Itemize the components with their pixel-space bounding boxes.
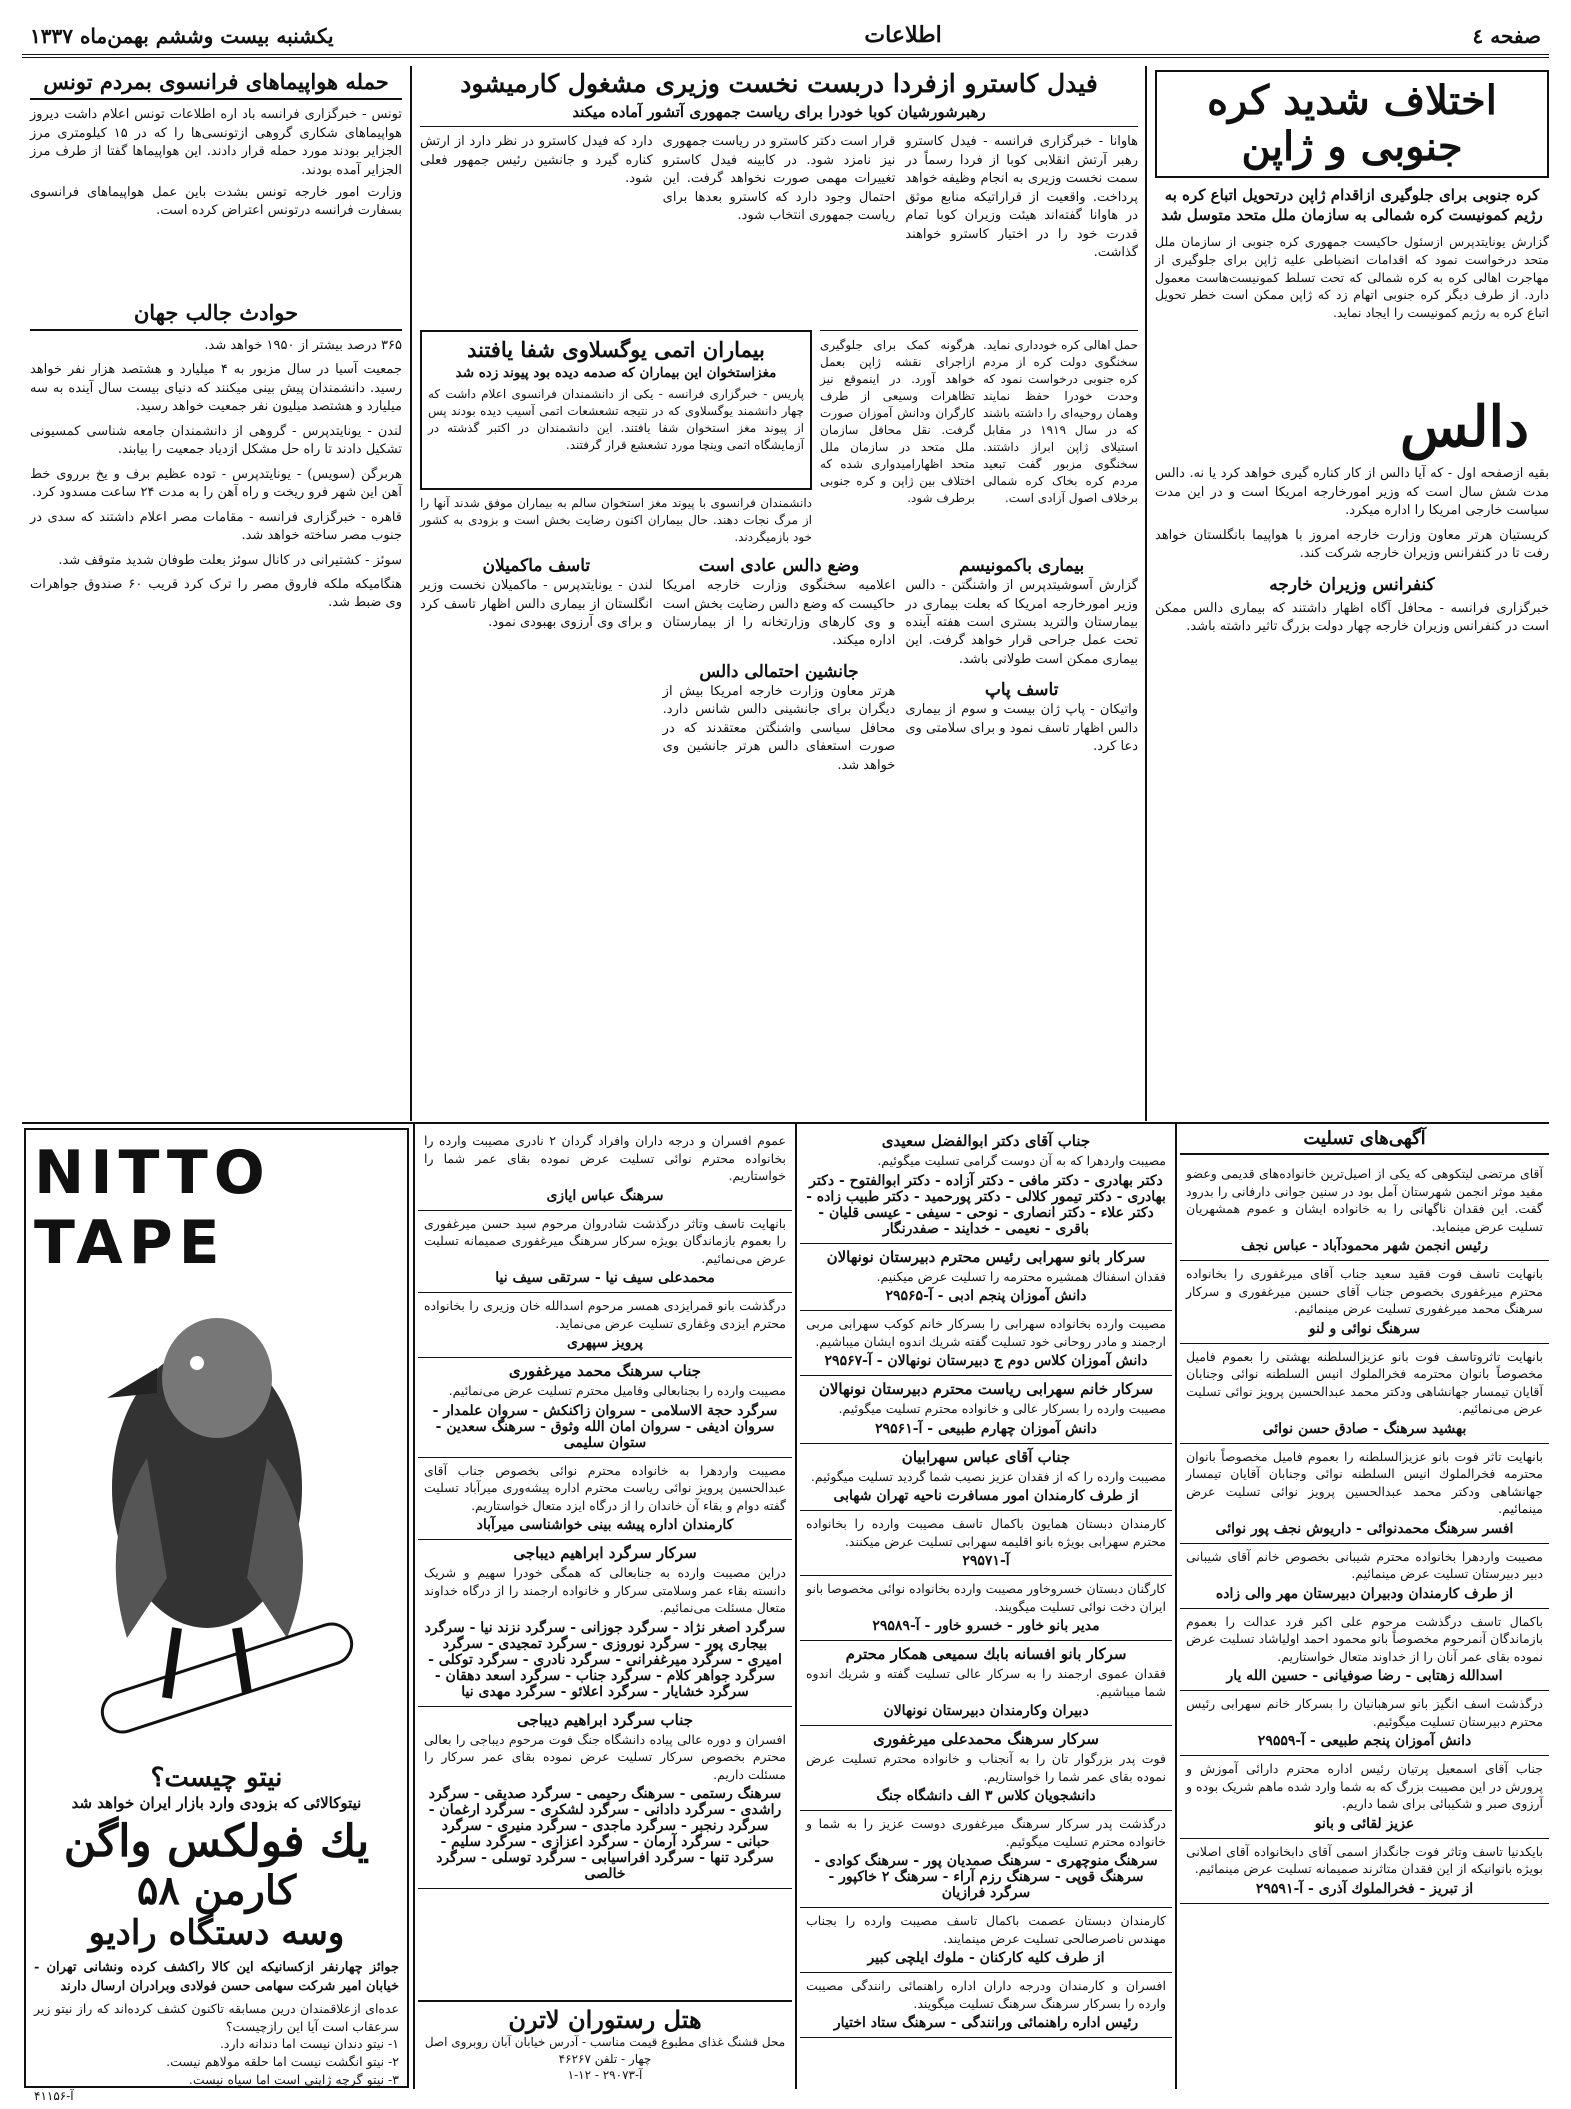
world-event-item: هربرگن (سویس) - یونایتدپرس - توده عظیم برف و یخ برروی خط آهن این شهر فرو ریخت و راه آهن را به مدت ۲۴ ساعت مسدود کرد.	[30, 466, 402, 501]
yugoslav-subheadline: مغزاستخوان این بیماران که صدمه دیده بود پیوند زده شد	[455, 365, 777, 382]
notice-signature: اسدالله زهتابی - رضا صوفیانی - حسین الله یار	[1226, 1668, 1503, 1684]
notice-addressee: سرکار بانو افسانه بابك سمیعی همکار محترم	[845, 1645, 1127, 1663]
notice-body: فقدان اسفناك همشیره محترمه را تسلیت عرض میکنیم.	[876, 1268, 1166, 1284]
notice-signature: مدیر بانو خاور - خسرو خاور - آ-۲۹۵۸۹	[872, 1618, 1100, 1634]
korea-columns	[820, 330, 1138, 506]
condolence-notice	[800, 1576, 1172, 1641]
ad-option-1: ۱- نیتو دندان نیست اما دندانه دارد.	[219, 2036, 399, 2052]
ad-prize-text: جوائز چهارنفر ازکسانیکه این کالا راکشف کرده ونشانی تهران - خیابان امیر شرکت سهامی حسن فولادی وبرادران ارسال دارند	[34, 1960, 399, 1994]
notice-body: مصیبت وارده بخانواده سهرابی را بسرکار خانم کوکب سهرابی مربی ارجمند و مادر روحانی خود تسلیت گفته شریك اندوه ایشان میباشیم.	[806, 1316, 1166, 1349]
notice-body: درگذشت پدر سرکار سرهنگ میرغفوری دوست عزیز را به شما و خانواده محترم تسلیت میگوئیم.	[806, 1816, 1166, 1849]
notice-body: افسران و کارمندان ودرجه داران اداره راهنمائی رانندگی مصیبت وارده را بسرکار سرهنگ سرهنگ تسلیت میگویند.	[806, 1978, 1166, 2011]
world-events-article	[30, 300, 402, 1115]
notice-signature: دکتر بهادری - دکتر مافی - دکتر آزاده - دکتر ابوالفتوح - دکتر بهادری - دکتر تیمور کلالی - دکتر پورحمید - دکتر طبیب زاده - دکتر علاء - دکتر انصاری - نوحی - سیفی - عیسی قلیان - باقری - نعیمی - خدایند - صفدرنگار	[806, 1172, 1166, 1237]
notice-addressee: سرکار خانم سهرابی ریاست محترم دبیرستان نونهالان	[818, 1380, 1154, 1398]
notice-body: فقدان عموی ارجمند را به سرکار عالی تسلیت گفته و شریك اندوه شما میباشیم.	[806, 1666, 1166, 1699]
tunis-body-cont: وزارت امور خارجه تونس بشدت باین عمل هواپیماهای فرانسوی بسفارت فرانسه درتونس اعتراض کرده است.	[30, 184, 402, 219]
dulles-article	[1155, 395, 1549, 1115]
korea-subheadline: کره جنوبی برای جلوگیری ازاقدام ژاپن درتحویل اتباع کره به رژیم کمونیست کره شمالی به سازمان ملل متحد متوسل شد	[1161, 186, 1543, 224]
notice-addressee: جناب سرهنگ محمد میرغفوری	[508, 1362, 702, 1380]
notice-addressee: سرکار بانو سهرابی رئیس محترم دبیرستان نونهالان	[826, 1247, 1146, 1266]
notice-signature: دانش آموزان چهارم طبیعی - آ-۲۹۵۶۱	[875, 1420, 1097, 1437]
notice-signature: محمدعلی سیف نیا - سرتقی سیف نیا	[495, 1270, 715, 1286]
notice-signature: سرهنگ عباس ایازی	[546, 1187, 664, 1204]
ad-prize-model: کارمن ۵۸	[136, 1866, 297, 1914]
restaurant-details: محل قشنگ غذای مطبوع قیمت مناسب - آدرس خیابان آبان روبروی اصل چهار - تلفن ۴۶۲۶۷	[424, 2034, 786, 2066]
ad-teaser: نیتوکالائی که بزودی وارد بازار ایران خواهد شد	[71, 1793, 362, 1812]
korea-body-col3: هرگونه کمک برای جلوگیری ازاجرای نقشه ژاپن بعمل خواهد آورد. در اینموقع نیز تظاهرات وسیعی از طرف کارگران ودانش آموزان صورت گرفت. نقل محافل سازمان ملل متحد در سازمان ملل متحد اظهارامیدواری شده که اختلاف بین ژاپن و کره جنوبی برطرف شود.	[820, 338, 975, 506]
notice-body: بانهایت تاسف فوت فقید سعید جناب آقای میرغفوری را بخانواده محترم میرغفوری بخصوص جناب آقای حسین میرغفوری و سرکار سرهنگ محمد میرغفوری تسلیت عرض مینمائیم.	[1186, 1266, 1543, 1316]
dulles-related-articles	[420, 555, 1138, 1115]
notice-signature: عزیز لقائی و بانو	[1314, 1815, 1415, 1832]
condolence-notice	[1180, 1839, 1549, 1904]
condolence-notice	[800, 1511, 1172, 1576]
condolence-notice	[800, 1444, 1172, 1512]
ad-option-2: ۲- نیتو انگشت نیست اما حلقه مولاهم نیست.	[166, 2054, 399, 2070]
column-rule	[1145, 66, 1147, 1121]
ad-code: آ-۴۱۱۵۶	[34, 2088, 74, 2103]
notice-body: مصیبت واردهرا بخانواده محترم شیبانی بخصوص خانم آقای شیبانی دبیر دبیرستان تسلیت عرض مینمائیم.	[1186, 1548, 1543, 1581]
castro-body-col2: قرار است دکتر کاسترو در ریاست جمهوری نیز نامزد شود. در کابینه فیدل کاسترو تغییرات مهمی صورت نخواهد گرفت. این احتمال وجود دارد که کاسترو بعدها برای ریاست جمهوری انتخاب شود.	[662, 134, 896, 224]
conference-headline: کنفرانس وزیران خارجه	[1269, 574, 1435, 595]
korea-body: گزارش یونایتدپرس ازسئول حاکیست جمهوری کره جنوبی از سازمان ملل متحد درخواست نمود که اقدامات انضباطی علیه ژاپن برای جلوگیری از مهاجرت اهالی کره به کره شمالی که تحت تسلط کمونیست‌هاست معمول دارد. از طرف دیگر کره جنوبی اتهام زد که ژاپن ممکن است خطر تحویل اتباع کره به رژیم کمونیست را ایجاد نماید.	[1155, 234, 1549, 320]
condolence-notice	[800, 1311, 1172, 1376]
notice-signature: دبیران وکارمندان دبیرستان نونهالان	[883, 1703, 1089, 1719]
notice-signature: سرگرد اصغر نژاد - سرگرد جوزانی - سرگرد نزند نیا - سرگرد بیجاری پور - سرگرد نوروزی - سرگرد تمجیدی - سرگرد امیری - سرگرد میرغفرانی - سرگرد نادری - سرگرد توکلی - سرگرد جواهر کلام - سرگرد جناب - سرگرد اسعد دهقان - سرگرد خشایار - سرگرد اعلائو - سرگرد مهدی نیا	[424, 1619, 786, 1700]
korea-article	[1155, 70, 1549, 380]
article-a-body: گزارش آسوشیتدپرس از واشنگتن - دالس وزیر امورخارجه امریکا که بعلت بیماری در بیمارستان والترید بستری است هفته آینده تحت عمل جراحی قرار خواهد گرفت. این بیماری ممکن است طولانی باشد.	[905, 578, 1138, 667]
yugoslav-body: پاریس - خبرگزاری فرانسه - یکی از دانشمندان فرانسوی اعلام داشت که چهار دانشمند یوگسلاوی که در نتیجه تشعشعات اتمی آسیب دیده بودند پس از پیوند مغز استخوان شفا یافتند. این دانشمندان در اکتبر گذشته در آزمایشگاه اتمی وینچا مورد تشعشع قرار گرفتند.	[428, 386, 804, 452]
notice-signature: از طرف کارمندان ودبیران دبیرستان مهر والی زاده	[1215, 1585, 1514, 1602]
castro-headline: فیدل کاسترو ازفردا دربست نخست وزیری مشغول کارمیشود	[460, 69, 1098, 98]
notice-body: درگذشت اسف انگیز بانو سرهبانیان را بسرکار خانم سهرابی رئیس محترم دبیرستان تسلیت میگوئیم.	[1186, 1696, 1543, 1729]
world-event-item: لندن - یونایتدپرس - گروهی از دانشمندان جامعه شناسی کمسیونی تشکیل دادند تا راه حل مشکل ازدیاد جمعیت را بیابند.	[30, 423, 402, 458]
restaurant-name: هتل رستوران لاترن	[508, 2005, 702, 2034]
notice-body: فوت پدر بزرگوار تان را به آنجناب و خانواده محترم تسلیت عرض نموده بقای عمر شما را خواستاریم.	[806, 1751, 1166, 1784]
world-events-headline: حوادث جالب جهان	[30, 300, 402, 331]
condolence-column-3	[418, 1128, 792, 1998]
ad-prize-car: یك فولکس واگن	[63, 1816, 370, 1868]
castro-body-col3: دارد که فیدل کاسترو در نظر دارد از ارتش کناره گیرد و جانشین رئیس جمهور فعلی شود.	[419, 134, 653, 187]
world-event-item: هنگامیکه ملکه فاروق مصر را ترک کرد قریب ۶۰ صندوق جواهرات وی ضبط شد.	[30, 576, 402, 611]
condolence-notice	[1180, 1444, 1549, 1544]
notice-signature: بهشید سرهنگ - صادق حسن نوائی	[1262, 1420, 1467, 1437]
article-b-headline: وضع دالس عادی است	[698, 556, 860, 576]
korea-headline: اختلاف شدید کره جنوبی و ژاپن	[1155, 70, 1549, 178]
notice-addressee: جناب آقای عباس سهرابیان	[901, 1447, 1071, 1466]
condolence-notice	[800, 1244, 1172, 1312]
notice-body: کارمندان دبستان عصمت باکمال تاسف مصیبت وارده را بجناب مهندس ناصرصالحی تسلیت عرض مینمایند.	[806, 1913, 1166, 1946]
dulles-headline: دالس	[1400, 394, 1529, 460]
condolence-notice	[800, 1908, 1172, 1973]
castro-body-col1: هاوانا - خبرگزاری فرانسه - فیدل کاسترو رهبر آرتش انقلابی کوبا از فردا رسماً در سمت نخست وزیری به انجام وظیفه خواهد پرداخت. واقعیت از قراراتیکه منابع موثق در هاوانا گفته‌اند هیئت وزیران کوبا تمام قدرت خود را در اختیار کاسترو خواهند گذاشت.	[905, 134, 1138, 260]
notice-body: مصیبت واردهرا که به آن دوست گرامی تسلیت میگوئیم.	[877, 1153, 1166, 1168]
notice-signature: سرهنگ نوائی و لنو	[1308, 1320, 1421, 1337]
notice-signature: دانش آموزان کلاس دوم ج دبیرستان نونهالان - آ-۲۹۵۶۷	[824, 1353, 1148, 1369]
notice-body: درگذشت بانو قمرایزدی همسر مرحوم اسدالله خان وزیری را بخانواده محترم ایزدی وغفاری تسلیت عرض می‌نماید.	[424, 1298, 786, 1331]
article-e-body: واتیکان - پاپ ژان بیست و سوم از بیماری دالس اظهار تاسف نمود و برای سلامتی وی دعا کرد.	[905, 702, 1138, 755]
article-c-body: لندن - یونایتدپرس - ماکمیلان نخست وزیر انگلستان از بیماری دالس اظهار تاسف کرد و برای وی آرزوی بهبودی نمود.	[420, 578, 653, 630]
notice-body: افسران و دوره عالی پیاده دانشگاه جنگ فوت مرحوم دیباجی را بعالی محترم بخصوص سرکار تسلیت عرض نموده بقای عمر سرکار را مسئلت داریم.	[424, 1731, 786, 1782]
condolence-notice	[800, 1376, 1172, 1444]
condolence-notice	[418, 1128, 792, 1211]
condolence-notice	[418, 1358, 792, 1458]
notice-body: بانهایت تاثر فوت بانو عزیزالسلطنه را بعموم فامیل مخصوصاً بانوان محترمه فخرالملوك انیس السلطنه نوائی وجنابان آقایان تیمسار جهانشاهی ودکتر محمد عبدالحسین پرویز نوائی تسلیت عرض مینمائیم.	[1186, 1448, 1543, 1516]
notice-signature: آ-۲۹۵۷۱	[962, 1553, 1010, 1569]
eagle-illustration	[37, 1278, 397, 1758]
article-c-headline: تاسف ماکمیلان	[482, 556, 591, 576]
condolence-notice	[1180, 1756, 1549, 1839]
ad-question: نیتو چیست؟	[150, 1763, 283, 1793]
notice-body: مصیبت وارده را بسرکار عالی و خانواده محترم تسلیت میگوئیم.	[838, 1401, 1166, 1416]
yugoslav-article	[420, 330, 812, 490]
ad-option-3: ۳- نیتو گرچه ژاپنی است اما سیاه نیست.	[188, 2071, 399, 2087]
column-rule	[410, 66, 412, 1121]
notice-signature: سرگرد حجة الاسلامی - سروان زاکنکش - سروان علمدار - سروان ادیفی - سروان امان الله وثوق - سرهنگ سعدین - ستوان سلیمی	[432, 1402, 778, 1451]
notice-signature: سرهنگ رستمی - سرهنگ رحیمی - سرگرد صدیقی - سرگرد راشدی - سرگرد دادانی - سرگرد لشکری - سرگرد ارغمان - سرگرد رنجبر - سرگرد ماجدی - سرگرد منیری - سرگرد حبانی - سرگرد آرمان - سرگرد اعزازی - سرگرد سلیم - سرگرد تنها - سرگرد افراسیابی - سرگرد توسلی - سرگرد خالصی	[428, 1786, 782, 1882]
yugoslav-body-cont: دانشمندان فرانسوی با پیوند مغز استخوان سالم به بیماران موفق شدند آنها را از مرگ نجات دهند. حال بیماران اکنون رضایت بخش است و بزودی به کشور خود بازمیگردند.	[420, 496, 812, 545]
notice-addressee: جناب سرگرد ابراهیم دیباجی	[516, 1710, 694, 1729]
korea-body-col2: حمل اهالی کره خودداری نماید. سخنگوی دولت کره از مردم کره جنوبی درخواست نمود که وحدت خودرا حفظ نمایند وهمان روحیه‌ای را داشته باشند که در سال ۱۹۱۹ در مقابل استیلای ژاپن ابراز داشتند. سخنگوی مزبور گفت تبعید مردم کره بخاک کره شمالی برخلاف اصول آزادی است.	[983, 338, 1138, 506]
notice-body: مصیبت وارده را که از فقدان عزیز نصیب شما گردید تسلیت میگوئیم.	[810, 1468, 1166, 1484]
article-e-headline: تاسف پاپ	[984, 680, 1059, 701]
notice-addressee: سرکار سرگرد ابراهیم دیباجی	[513, 1544, 697, 1562]
notice-addressee: جناب آقای دکتر ابوالفضل سعیدی	[881, 1132, 1091, 1150]
condolence-notice	[1180, 1609, 1549, 1692]
condolence-notice	[418, 1540, 792, 1707]
condolence-notice	[418, 1707, 792, 1890]
newspaper-name: اطلاعات	[864, 22, 942, 48]
notice-body: دراین مصیبت وارده به جنابعالی که همگی خودرا سهیم و شریک دانسته بقاء عمر وسلامتی سرکار و خانواده ارجمند را از درگاه خداوند متعال مسئلت می‌نمائیم.	[424, 1565, 786, 1615]
tunis-body: تونس - خبرگزاری فرانسه باد اره اطلاعات تونس اعلام داشت دیروز هواپیماهای شکاری گروهی ازتونسی‌ها را که در ۱۵ کیلومتری مرز الجزایر بودند مورد حمله قرار دادند. این هواپیماها گفتا از طرف مرز الجزایر آمده بودند.	[30, 107, 402, 178]
article-a-headline: بیماری باکمونیسم	[959, 556, 1085, 576]
notice-signature: رئیس اداره راهنمائی ورانندگی - سرهنگ ستاد اختیار	[833, 2015, 1139, 2031]
condolence-section-title: آگهی‌های تسلیت	[1180, 1128, 1549, 1155]
condolence-notice	[1180, 1691, 1549, 1756]
notice-signature: سرهنگ منوچهری - سرهنگ صمدیان پور - سرهنگ کوادی - سرهنگ قوپی - سرهنگ رزم آراء - سرهنگ ۲ خاکپور - سرگرد فرازیان	[814, 1853, 1158, 1901]
condolence-column-2	[800, 1128, 1172, 2088]
notice-body: کارمندان دبستان همایون باکمال تاسف مصیبت وارده را بخانواده محترم سهرابی بویژه بانو اقلیمه سهرابی تسلیت عرض میکنند.	[806, 1516, 1166, 1549]
notice-signature: رئیس انجمن شهر محمودآباد - عباس نجف	[1240, 1238, 1488, 1254]
notice-body: بایکدنیا تاسف وتاثر فوت جانگداز اسمی آقای دابخانواده آقای اصلانی بویژه بانوانیکه از این فقدان متاثرند صمیمانه تسلیت عرض مینمائیم.	[1186, 1843, 1543, 1876]
world-event-item: سوئز - کشتیرانی در کانال سوئز بعلت طوفان شدید متوقف شد.	[58, 552, 402, 568]
section-rule	[22, 1122, 1549, 1124]
notice-signature: از تبریز - فخرالملوك آذری - آ-۲۹۵۹۱	[1255, 1880, 1474, 1897]
dulles-body-cont: کریستیان هرتر معاون وزارت خارجه امروز با هواپیما بانگلستان خواهد رفت تا در کنفرانس وزیران خارجه شرکت کند.	[1155, 527, 1549, 562]
condolence-notice	[800, 1641, 1172, 1726]
conference-body: خبرگزاری فرانسه - محافل آگاه اظهار داشتند که بیماری دالس ممکن است در کنفرانس وزیران خارجه چهار دولت بزرگ تاثیر داشته باشد.	[1155, 600, 1549, 635]
issue-date: یکشنبه بیست وششم بهمن‌ماه ۱۳۳۷	[30, 24, 334, 48]
castro-subheadline: رهبرشورشیان کوبا خودرا برای ریاست جمهوری آتشور آماده میکند	[420, 103, 1138, 128]
condolence-notice	[1180, 1544, 1549, 1609]
yugoslav-headline: بیماران اتمی یوگسلاوی شفا یافتند	[467, 337, 765, 362]
tunis-article	[30, 70, 402, 320]
notice-body: مصیبت وارده را بجنابعالی وفامیل محترم تسلیت عرض می‌نمائیم.	[448, 1383, 786, 1398]
notice-body: بانهایت تاثروتاسف فوت بانو عزیزالسلطنه بهشتی را بعموم فامیل مخصوصاً بانوان محترمه فخرالملوك انیس السلطنه نوائی وجنابان آقایان تیمسار جهانشاهی ودکتر محمد عبدالحسین پرویز نوائی تسلیت عرض می‌نمائیم.	[1186, 1348, 1543, 1416]
notice-signature: پرویز سپهری	[567, 1335, 643, 1351]
notice-signature: افسر سرهنگ محمدنوائی - داریوش نجف پور نوائی	[1215, 1520, 1514, 1537]
nitto-logo: NITTO TAPE	[34, 1138, 271, 1278]
notice-addressee: سرکار سرهنگ محمدعلی میرغفوری	[873, 1730, 1099, 1748]
condolence-notice	[800, 1811, 1172, 1908]
page-header	[22, 18, 1549, 58]
notice-signature: کارمندان اداره پیشه بینی خواشناسی میرآباد	[476, 1517, 734, 1533]
restaurant-code: آ-۲۹۰۷۳ - ۱۲-۱	[567, 2067, 643, 2082]
notice-body: باکمال تاسف درگذشت مرحوم علی اکبر فرد عدالت را بعموم بازماندگان آنمرحوم مخصوصاً بانو محمود احمد اولیاشاد تسلیت عرض نموده بقای عمر آنان را از خداوند متعال خواستاریم.	[1186, 1613, 1543, 1664]
condolence-notice	[800, 1726, 1172, 1811]
notice-signature: از طرف کارمندان امور مسافرت ناحیه تهران شهابی	[833, 1488, 1139, 1504]
article-b-body: اعلامیه سخنگوی وزارت خارجه امریکا حاکیست که وضع دالس رضایت بخش است و وی کارهای وزارتخانه را از بیمارستان اداره میکند.	[662, 578, 896, 649]
notice-body: مصیبت واردهرا به خانواده محترم نوائی بخصوص جناب آقای عبدالحسین پرویز نوائی ریاست محترم اداره پیشه‌وری میرآباد تسلیت گفته دوام و بقاء آن خاندان را از درگاه ایزد متعال خواستاریم.	[424, 1462, 786, 1513]
notice-signature: از طرف کلیه کارکنان - ملوك ایلچی کبیر	[867, 1950, 1105, 1966]
notice-body: آقای مرتضی لیتکوهی که یکی از اصیل‌ترین خانواده‌های قدیمی وعضو مفید موثر انجمن شهرستان آمل بود در سنین جوانی دارفانی را بدرود گفت. این فقدان ناگهانی را به خانواده ایشان و عموم همشهریان تسلیت عرض مینماید.	[1186, 1166, 1543, 1234]
page-number: صفحه ٤	[1472, 24, 1541, 48]
condolence-notice	[418, 1293, 792, 1358]
condolence-notice	[1180, 1261, 1549, 1344]
article-d-body: هرتر معاون وزارت خارجه امریکا بیش از دیگران برای جانشینی دالس شانس دارد. محافل سیاسی واشنگتن معتقدند که در صورت استعفای دالس هرتر جانشین وی خواهد شد.	[662, 684, 896, 773]
world-event-item: ۳۶۵ درصد بیشتر از ۱۹۵۰ خواهد شد.	[204, 338, 402, 353]
notice-signature: دانش آموزان پنجم طبیعی - آ-۲۹۵۵۹	[1257, 1733, 1472, 1749]
ad-prize-radio: وسه دستگاه رادیو	[88, 1912, 345, 1953]
tunis-headline: حمله هواپیماهای فرانسوی بمردم تونس	[30, 70, 402, 100]
condolence-notice	[800, 1973, 1172, 2038]
condolence-notice	[418, 1458, 792, 1541]
condolence-notice	[1180, 1344, 1549, 1444]
column-rule	[1175, 1124, 1177, 2089]
notice-body: کارگنان دبستان خسروخاور مصیبت وارده بخانواده نوائی مخصوصا بانو ایران دخت نوائی تسلیت میگویند.	[806, 1581, 1166, 1614]
notice-signature: دانشجویان کلاس ۳ الف دانشگاه جنگ	[876, 1788, 1096, 1804]
condolence-column-1	[1180, 1128, 1549, 2088]
condolence-notice	[800, 1128, 1172, 1244]
castro-article	[420, 70, 1138, 330]
world-event-item: جمعیت آسیا در سال مزبور به ۴ میلیارد و هشتصد هزار نفر خواهد رسید. دانشمندان پیش بینی میکنند که دنیای بیست سال آینده به سه میلیارد و هشتصد میلیون نفر جمعیت خواهد رسید.	[30, 362, 402, 415]
column-rule	[795, 1124, 797, 2089]
dulles-body: بقیه ازصفحه اول - که آیا دالس از کار کناره گیری خواهد کرد یا نه. دالس مدت شش سال است که وزیر امورخارجه امریکا است و در این مدت سیاست خارجی امریکا را اداره میکرد.	[1155, 466, 1549, 519]
article-d-headline: جانشین احتمالی دالس	[699, 661, 859, 682]
condolence-notice	[1180, 1161, 1549, 1261]
notice-signature: دانش آموزان پنجم ادبی - آ-۲۹۵۶۵	[885, 1288, 1087, 1304]
ad-note: عده‌ای ازعلاقمندان درین مسابقه تاکنون کشف کرده‌اند که راز نیتو زیر سرعقاب است آیا این رازچیست؟	[34, 2000, 399, 2034]
notice-body: عموم افسران و درجه داران وافراد گردان ۲ نادری مصیبت وارده را بخانواده محترم نوائی تسلیت عرض نموده بقای عمر شما را خواستاریم.	[424, 1133, 786, 1183]
notice-body: جناب آقای اسمعیل پرتیان رئیس اداره محترم دارائی آموزش و پرورش در این مصیبت بزرگ که به شما وارد شده ماهم شریک بوده و آرزوی صبر و شکیبائی برای شما داریم.	[1186, 1761, 1543, 1811]
restaurant-advertisement	[418, 2000, 792, 2088]
column-rule	[413, 1124, 415, 2089]
condolence-notice	[418, 1211, 792, 1294]
nitto-advertisement	[24, 1128, 409, 2103]
notice-body: بانهایت تاسف وتاثر درگذشت شادروان مرحوم سید حسن میرغفوری را بعموم بازماندگان بویژه سرکار سرهنگ میرغفوری صمیمانه تسلیت عرض می‌نمائیم.	[424, 1215, 786, 1266]
world-event-item: قاهره - خبرگزاری فرانسه - مقامات مصر اعلام داشتند که سدی در جنوب مصر ساخته خواهد شد.	[30, 509, 402, 544]
